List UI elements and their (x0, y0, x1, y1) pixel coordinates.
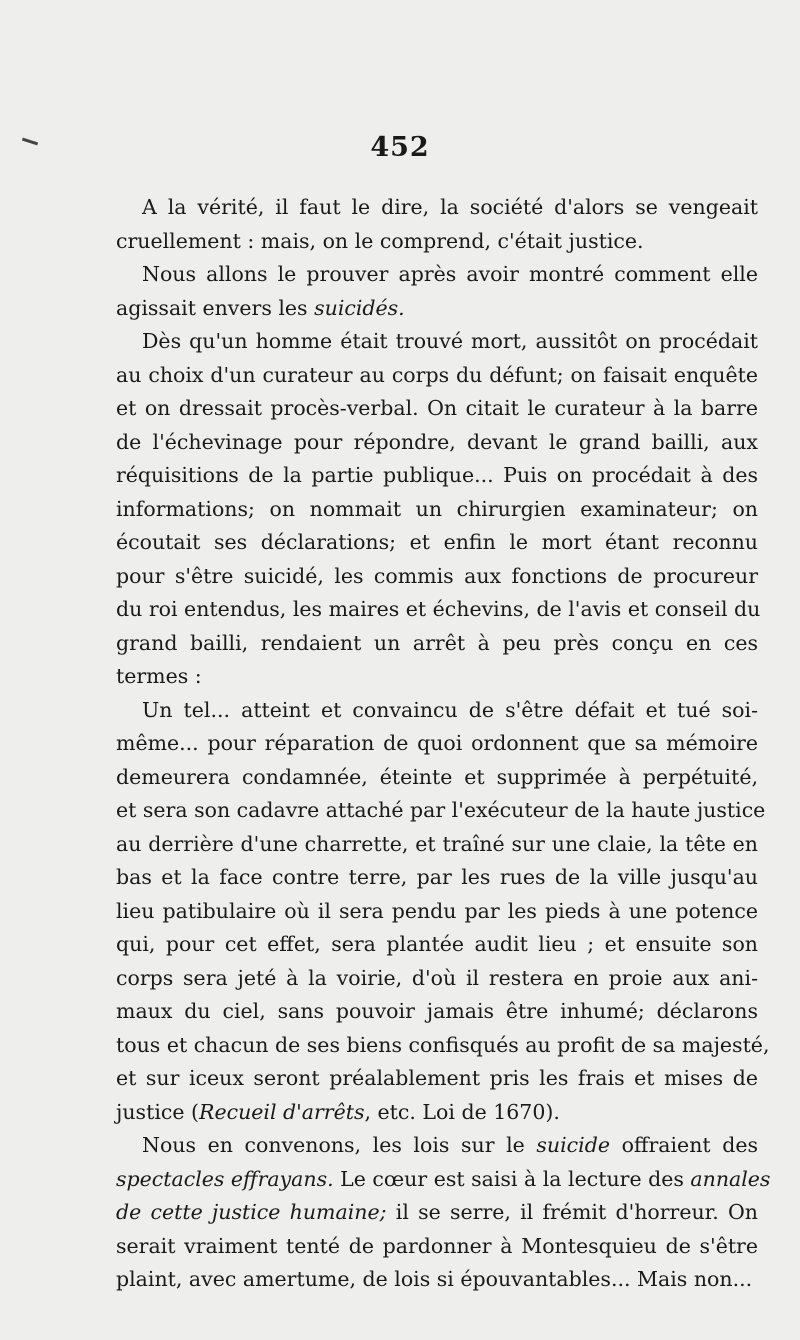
text-run: maux du ciel, sans pouvoir jamais être inhumé; déclarons (116, 999, 758, 1023)
text-run: et on dressait procès-verbal. On citait le curateur à la barre (116, 396, 758, 420)
text-run: lieu patibulaire où il sera pendu par les pieds à une potence (116, 898, 758, 923)
text-line (116, 727, 758, 761)
text-run: justice ( (116, 1099, 200, 1124)
text-run: qui, pour cet effet, sera plantée audit lieu ; et ensuite son (116, 932, 758, 956)
paragraph (116, 1129, 771, 1297)
italic-run: de cette justice humaine; (116, 1200, 387, 1224)
text-line (116, 225, 758, 259)
text-run: écoutait ses déclarations; et enfin le mort étant reconnu (116, 530, 758, 554)
text-line (116, 426, 758, 460)
text-run: et sur iceux seront préalablement pris les frais et mises de (116, 1066, 758, 1090)
text-line (116, 761, 758, 795)
text-line (116, 593, 761, 627)
text-line (116, 1062, 758, 1096)
text-line (116, 1163, 771, 1197)
text-line (116, 258, 758, 292)
text-run: du roi entendus, les maires et échevins, de l'avis et conseil du (116, 597, 761, 621)
text-line (116, 292, 758, 326)
text-line (116, 794, 766, 828)
paragraph (116, 694, 770, 1130)
text-line (116, 627, 758, 661)
text-run: termes : (116, 664, 202, 688)
text-run: informations; on nommait un chirurgien examinateur; on (116, 496, 758, 521)
body-text (116, 191, 771, 1297)
text-line (116, 828, 758, 862)
italic-run: Recueil d'arrêts (199, 1099, 365, 1124)
text-line (116, 861, 758, 895)
text-run: pour s'être suicidé, les commis aux fonctions de procureur (116, 563, 758, 588)
text-line (116, 1196, 758, 1230)
text-line (116, 1096, 758, 1130)
italic-run: suicide (536, 1133, 610, 1157)
italic-run: spectacles effrayans. (116, 1166, 334, 1191)
paragraph (116, 325, 761, 694)
text-run: Dès qu'un homme était trouvé mort, aussitôt on procédait (142, 329, 758, 353)
text-run: plaint, avec amertume, de lois si épouvantables... Mais non... (116, 1267, 753, 1291)
text-run: au derrière d'une charrette, et traîné sur une claie, la tête en (116, 831, 758, 856)
text-line (116, 895, 758, 929)
text-run: cruellement : mais, on le comprend, c'était justice. (116, 228, 644, 253)
text-line (116, 1230, 758, 1264)
text-line (116, 325, 758, 359)
text-line (116, 359, 758, 393)
text-run: tous et chacun de ses biens confisqués au profit de sa majesté, (116, 1032, 770, 1057)
text-line (116, 928, 758, 962)
text-run: Nous en convenons, les lois sur le (142, 1133, 537, 1157)
italic-run: annales (690, 1166, 771, 1191)
text-run: A la vérité, il faut le dire, la société d'alors se vengeait (142, 195, 758, 219)
text-run: de l'échevinage pour répondre, devant le grand bailli, aux (116, 429, 758, 454)
text-line (116, 995, 758, 1029)
italic-run: suicidés. (314, 295, 405, 320)
text-run: réquisitions de la partie publique... Puis on procédait à des (116, 463, 758, 487)
text-line (116, 694, 758, 728)
text-line (116, 560, 758, 594)
text-run: corps sera jeté à la voirie, d'où il restera en proie aux ani- (116, 965, 758, 990)
text-line (116, 493, 758, 527)
text-line (116, 526, 758, 560)
paragraph (116, 191, 758, 258)
paragraph (116, 258, 758, 325)
text-run: , etc. Loi de 1670). (364, 1099, 560, 1124)
text-run: bas et la face contre terre, par les rues de la ville jusqu'au (116, 865, 758, 889)
text-run: Le cœur est saisi à la lecture des (333, 1166, 691, 1191)
text-line (116, 1029, 770, 1063)
text-run: agissait envers les (116, 295, 315, 320)
text-run: et sera son cadavre attaché par l'exécuteur de la haute justice (116, 798, 766, 822)
text-run: au choix d'un curateur au corps du défunt; on faisait enquête (116, 362, 758, 387)
page-number: 452 (370, 132, 430, 163)
text-line (116, 962, 758, 996)
text-line (116, 459, 758, 493)
text-line (116, 1263, 758, 1297)
text-run: Nous allons le prouver après avoir montré comment elle (142, 262, 758, 286)
text-line (116, 191, 758, 225)
text-line (116, 660, 758, 694)
text-run: demeurera condamnée, éteinte et supprimée à perpétuité, (116, 764, 758, 789)
text-run: il se serre, il frémit d'horreur. On (386, 1200, 758, 1224)
text-run: offraient des (609, 1133, 758, 1157)
text-run: même... pour réparation de quoi ordonnent que sa mémoire (116, 731, 758, 755)
text-line (116, 392, 758, 426)
text-run: grand bailli, rendaient un arrêt à peu près conçu en ces (116, 630, 758, 655)
text-run: Un tel... atteint et convaincu de s'être défait et tué soi- (142, 697, 758, 722)
text-line (116, 1129, 758, 1163)
text-run: serait vraiment tenté de pardonner à Montesquieu de s'être (116, 1233, 758, 1258)
